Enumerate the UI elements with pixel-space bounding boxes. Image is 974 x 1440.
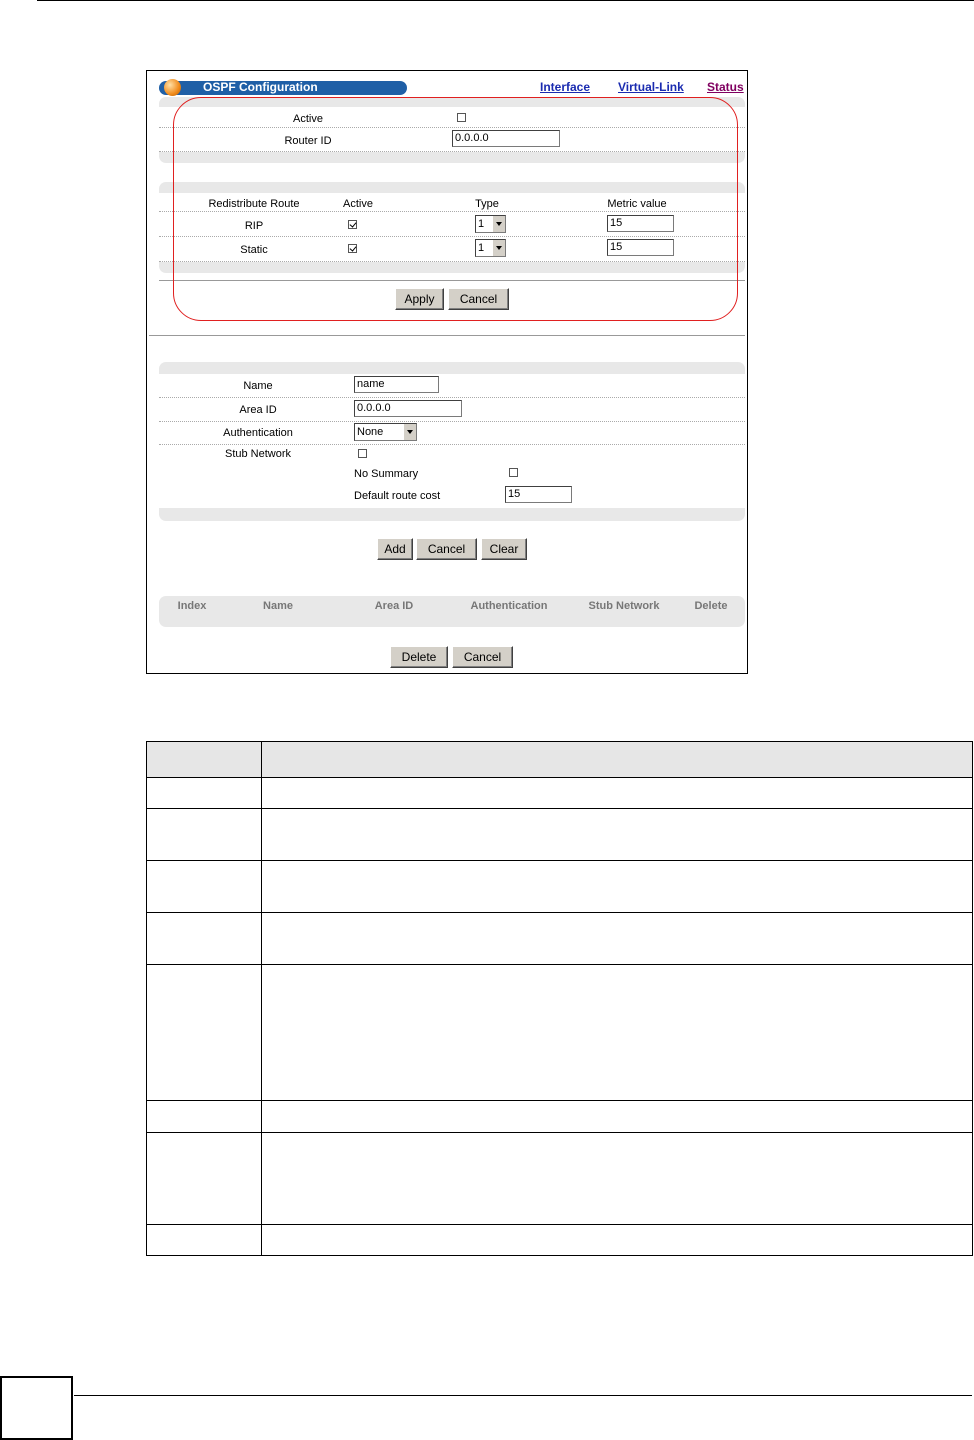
redistribute-type-header: Type <box>475 198 499 210</box>
ospf-config-screenshot <box>146 70 748 674</box>
stub-network-label: Stub Network <box>224 448 292 460</box>
col-area-id: Area ID <box>374 600 414 612</box>
stub-network-checkbox[interactable] <box>358 449 367 458</box>
col-authentication: Authentication <box>470 600 548 612</box>
router-id-label: Router ID <box>284 135 332 147</box>
chevron-down-icon <box>403 424 416 440</box>
col-stub-network: Stub Network <box>588 600 660 612</box>
no-summary-label: No Summary <box>354 468 419 480</box>
route-label-rip: RIP <box>244 220 264 232</box>
router-id-input[interactable]: 0.0.0.0 <box>452 130 560 147</box>
description-table <box>146 741 973 1256</box>
default-route-cost-input[interactable]: 15 <box>505 486 572 503</box>
area-name-label: Name <box>243 380 273 392</box>
table-row <box>147 965 973 1101</box>
table-header-row <box>147 742 973 778</box>
static-metric-input[interactable]: 15 <box>607 239 674 256</box>
bottom-cancel-button[interactable]: Cancel <box>452 646 513 668</box>
area-cancel-button[interactable]: Cancel <box>416 538 477 560</box>
table-row <box>147 1101 973 1133</box>
table-row <box>147 913 973 965</box>
redistribute-active-header: Active <box>343 198 373 210</box>
table-row <box>147 1133 973 1225</box>
table-row <box>147 861 973 913</box>
authentication-value: None <box>357 426 384 438</box>
orange-ball-icon <box>164 79 181 96</box>
col-name: Name <box>263 600 293 612</box>
rip-type-value: 1 <box>478 218 485 230</box>
route-label-static: Static <box>240 244 268 256</box>
delete-button[interactable]: Delete <box>390 646 448 668</box>
default-route-cost-label: Default route cost <box>354 490 441 502</box>
status-link[interactable]: Status <box>707 80 744 94</box>
page-title: OSPF Configuration <box>203 80 318 94</box>
authentication-select[interactable] <box>354 423 417 441</box>
table-row <box>147 1225 973 1256</box>
page-number-box <box>0 1376 73 1440</box>
rip-metric-input[interactable]: 15 <box>607 215 674 232</box>
no-summary-checkbox[interactable] <box>509 468 518 477</box>
table-row <box>147 778 973 809</box>
section-divider <box>149 335 745 336</box>
col-index: Index <box>177 600 207 612</box>
clear-button[interactable]: Clear <box>481 538 527 560</box>
add-button[interactable]: Add <box>377 538 413 560</box>
static-type-value: 1 <box>478 242 485 254</box>
area-id-input[interactable]: 0.0.0.0 <box>354 400 462 417</box>
authentication-label: Authentication <box>223 427 293 439</box>
virtual-link-link[interactable]: Virtual-Link <box>618 80 684 94</box>
page-top-rule <box>37 0 974 1</box>
area-id-label: Area ID <box>239 404 277 416</box>
area-name-input[interactable]: name <box>354 376 439 393</box>
footer-rule <box>74 1395 972 1396</box>
redistribute-route-header: Redistribute Route <box>208 198 300 210</box>
col-delete: Delete <box>694 600 728 612</box>
highlight-outline <box>173 97 738 321</box>
cancel-button[interactable]: Cancel <box>448 288 509 310</box>
apply-button[interactable]: Apply <box>395 288 444 310</box>
table-row <box>147 809 973 861</box>
interface-link[interactable]: Interface <box>540 80 591 94</box>
active-label: Active <box>293 113 323 125</box>
redistribute-metric-header: Metric value <box>607 198 667 210</box>
